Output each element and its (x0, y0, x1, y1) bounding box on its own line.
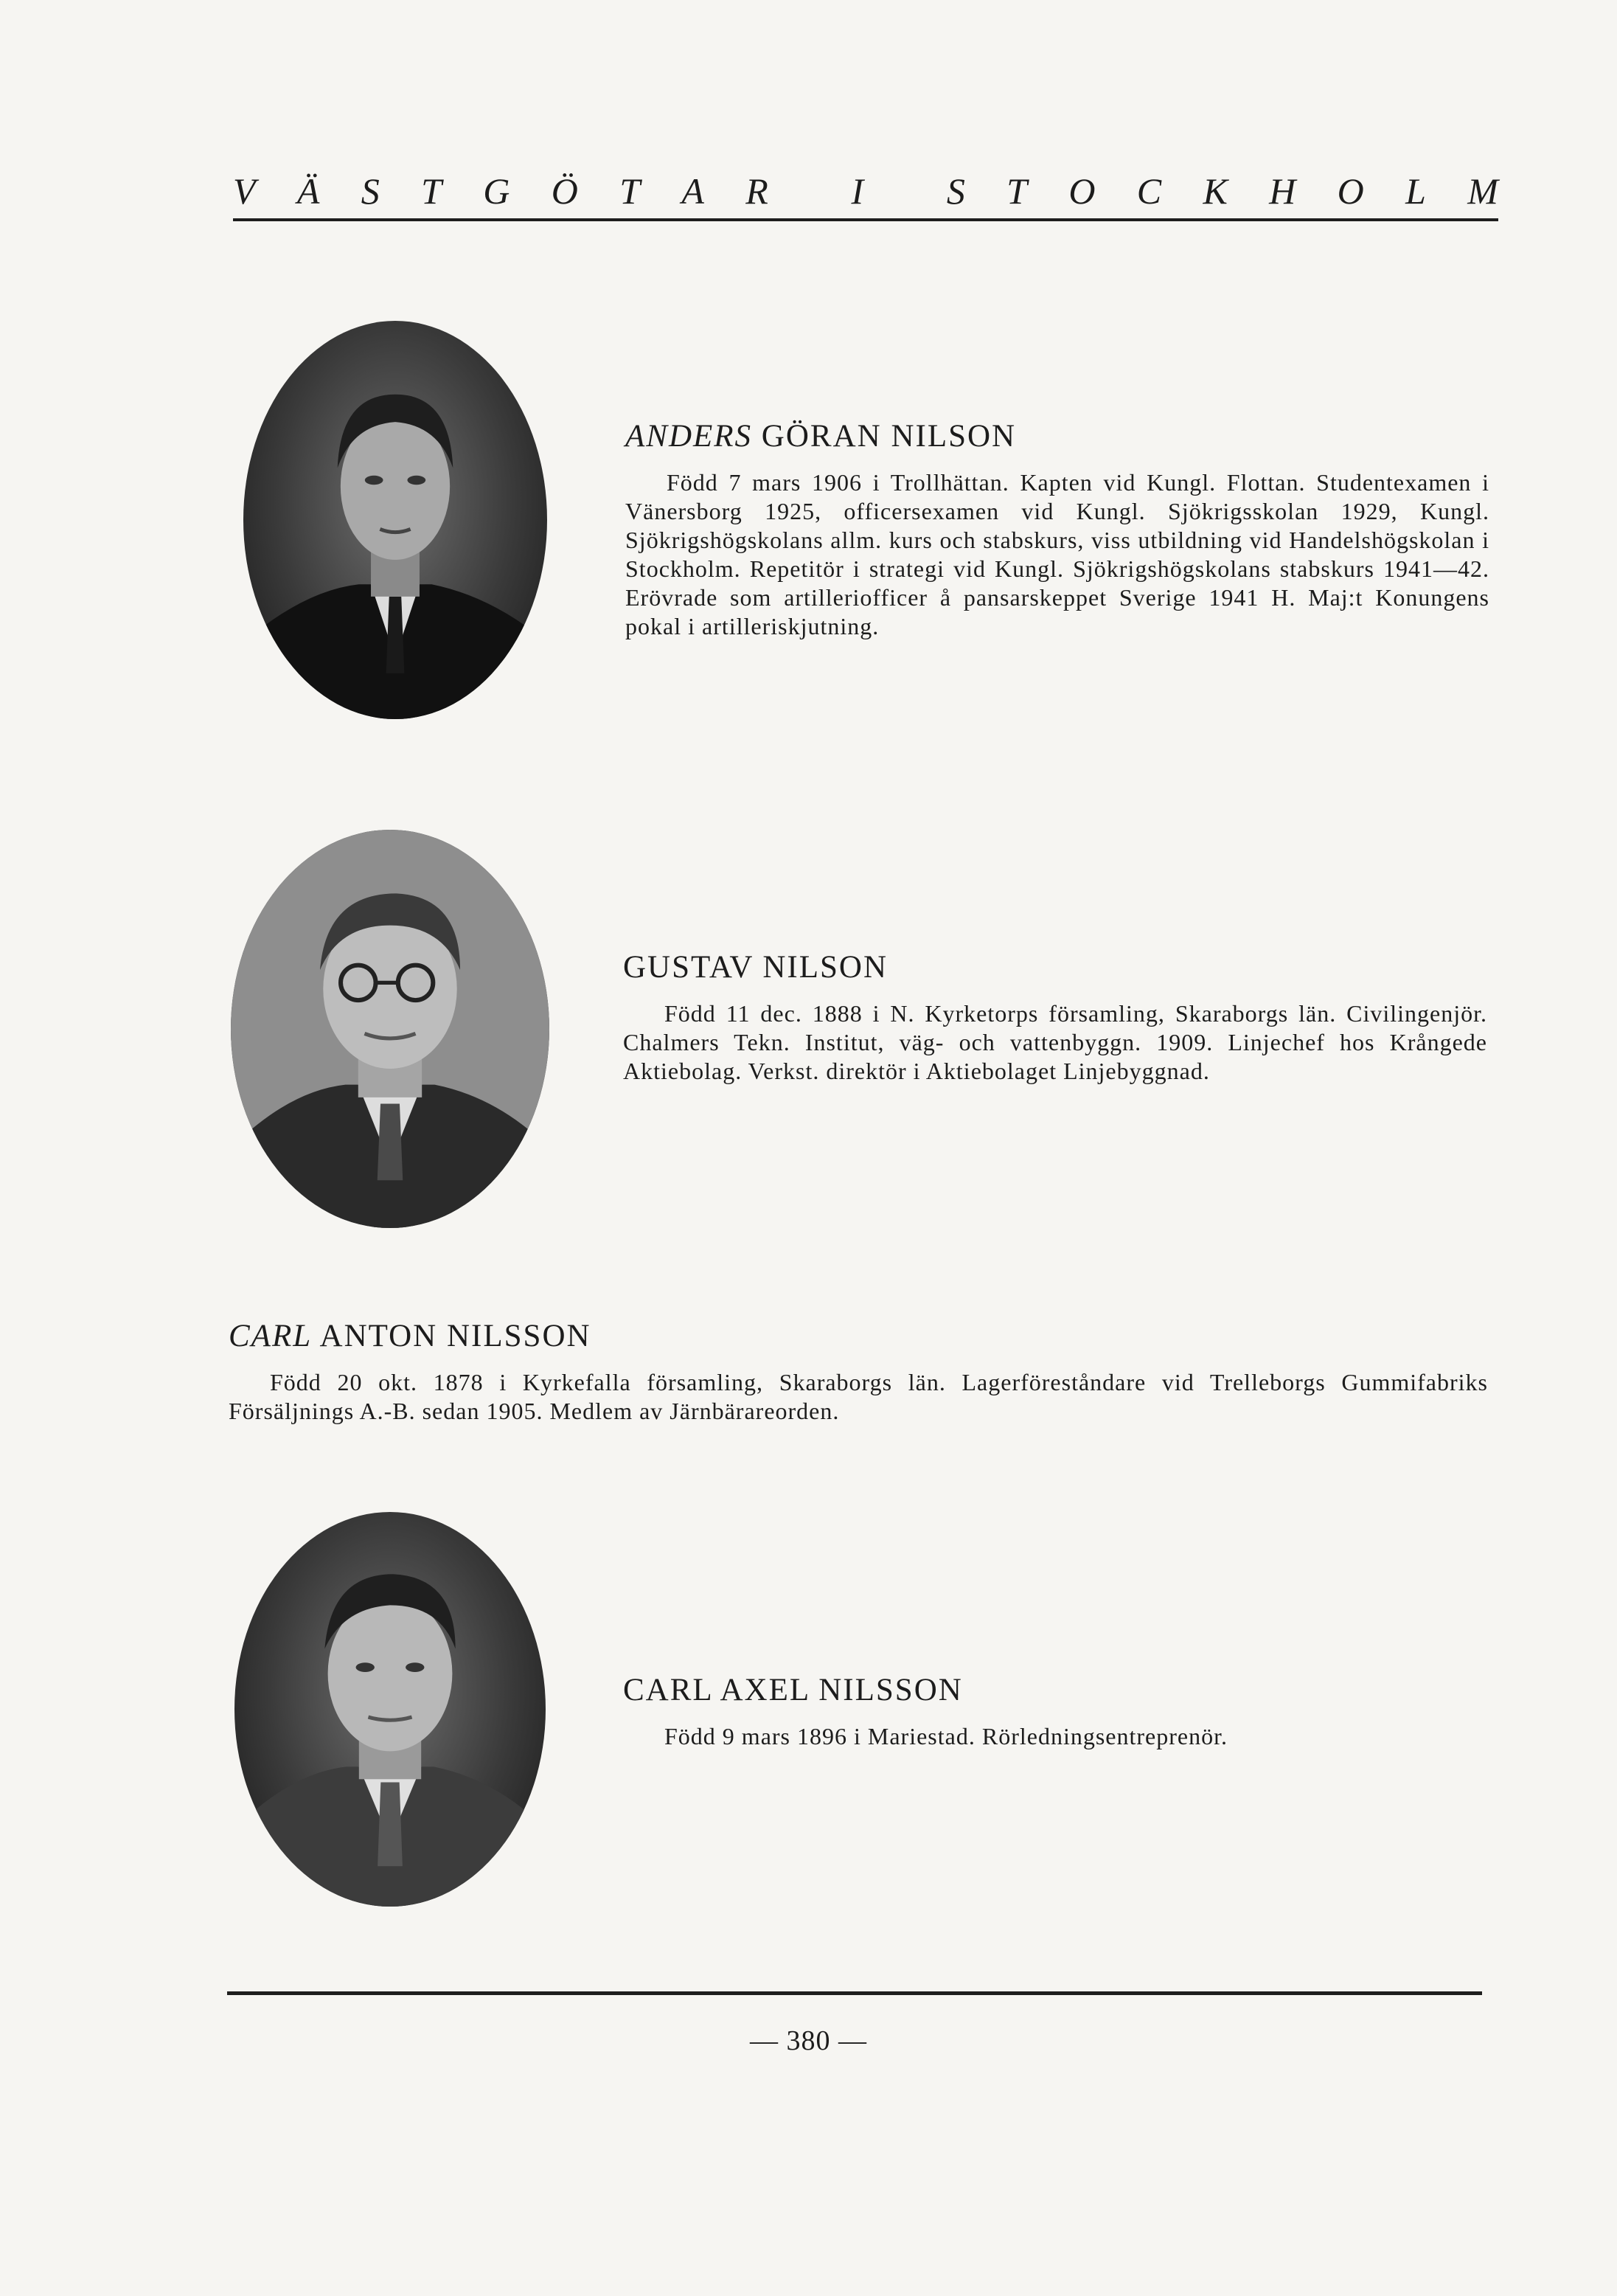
biography-entry-1 (625, 420, 1489, 641)
first-name: ANDERS (625, 419, 753, 454)
header-letter: I (851, 170, 864, 212)
header-letter: G (483, 170, 510, 212)
first-name: CARL (229, 1319, 313, 1353)
header-letter: Ö (551, 170, 578, 212)
header-letter: M (1467, 170, 1498, 212)
header-letter: K (1203, 170, 1228, 212)
header-letter: T (421, 170, 442, 212)
header-letter: V (233, 170, 256, 212)
person-name (623, 951, 1487, 983)
header-letter: L (1405, 170, 1426, 212)
header-letter: Ä (296, 170, 320, 212)
header-letter: C (1136, 170, 1162, 212)
biography-entry-3 (229, 1320, 1488, 1426)
biography-text: Född 20 okt. 1878 i Kyrkefalla församling, Skaraborgs län. Lagerföreståndare vid Trelleborgs Gummifabriks Försäljnings A.-B. sedan 1905. Medlem av Järnbärareorden. (229, 1369, 1488, 1424)
running-header (233, 170, 1498, 221)
header-letter: T (619, 170, 640, 212)
portrait-figure-2 (231, 830, 549, 1228)
header-letter: H (1269, 170, 1296, 212)
header-letter: S (361, 170, 380, 212)
portrait-photo-4 (234, 1512, 546, 1907)
portrait-photo-2 (231, 830, 549, 1228)
portrait-photo-1 (243, 321, 547, 719)
header-letter: O (1068, 170, 1096, 212)
page-number: — 380 — (750, 2025, 867, 2056)
portrait-figure-1 (243, 321, 547, 719)
header-letter: S (946, 170, 965, 212)
header-letter: T (1006, 170, 1027, 212)
biography-entry-4 (623, 1674, 1487, 1751)
remaining-name: GÖRAN NILSON (752, 419, 1017, 454)
biography-text: Född 9 mars 1896 i Mariestad. Rörledningsentreprenör. (664, 1723, 1228, 1749)
person-name (229, 1320, 1488, 1352)
remaining-name: ANTON NILSSON (312, 1319, 591, 1353)
header-letter: A (681, 170, 704, 212)
person-name (623, 1674, 1487, 1706)
person-name (625, 420, 1489, 452)
running-header-title (233, 170, 1498, 212)
footer-rule (227, 1991, 1482, 1995)
biography-entry-2 (623, 951, 1487, 1086)
header-letter: O (1337, 170, 1364, 212)
portrait-figure-4 (234, 1512, 546, 1907)
remaining-name: CARL AXEL NILSSON (623, 1673, 963, 1707)
header-letter: R (745, 170, 768, 212)
remaining-name: GUSTAV NILSON (623, 950, 889, 985)
biography-text: Född 11 dec. 1888 i N. Kyrketorps församling, Skaraborgs län. Civilingenjör. Chalmers Tekn. Institut, väg- och vattenbyggn. 1909. Linjechef hos Krångede Aktiebolag. Verkst. direktör i Aktiebolaget Linjebyggnad. (623, 1000, 1487, 1084)
biography-text: Född 7 mars 1906 i Trollhättan. Kapten vid Kungl. Flottan. Studentexamen i Vänersborg 1925, officersexamen vid Kungl. Sjökrigsskolan 1929, Kungl. Sjökrigshögskolans allm. kurs och stabskurs, viss utbildning vid Handelshögskolan i Stockholm. Repetitör i strategi vid Kungl. Sjökrigshögskolans stabskurs 1941—42. Erövrade som artilleriofficer å pansarskeppet Sverige 1941 H. Maj:t Konungens pokal i artilleriskjutning. (625, 469, 1489, 639)
